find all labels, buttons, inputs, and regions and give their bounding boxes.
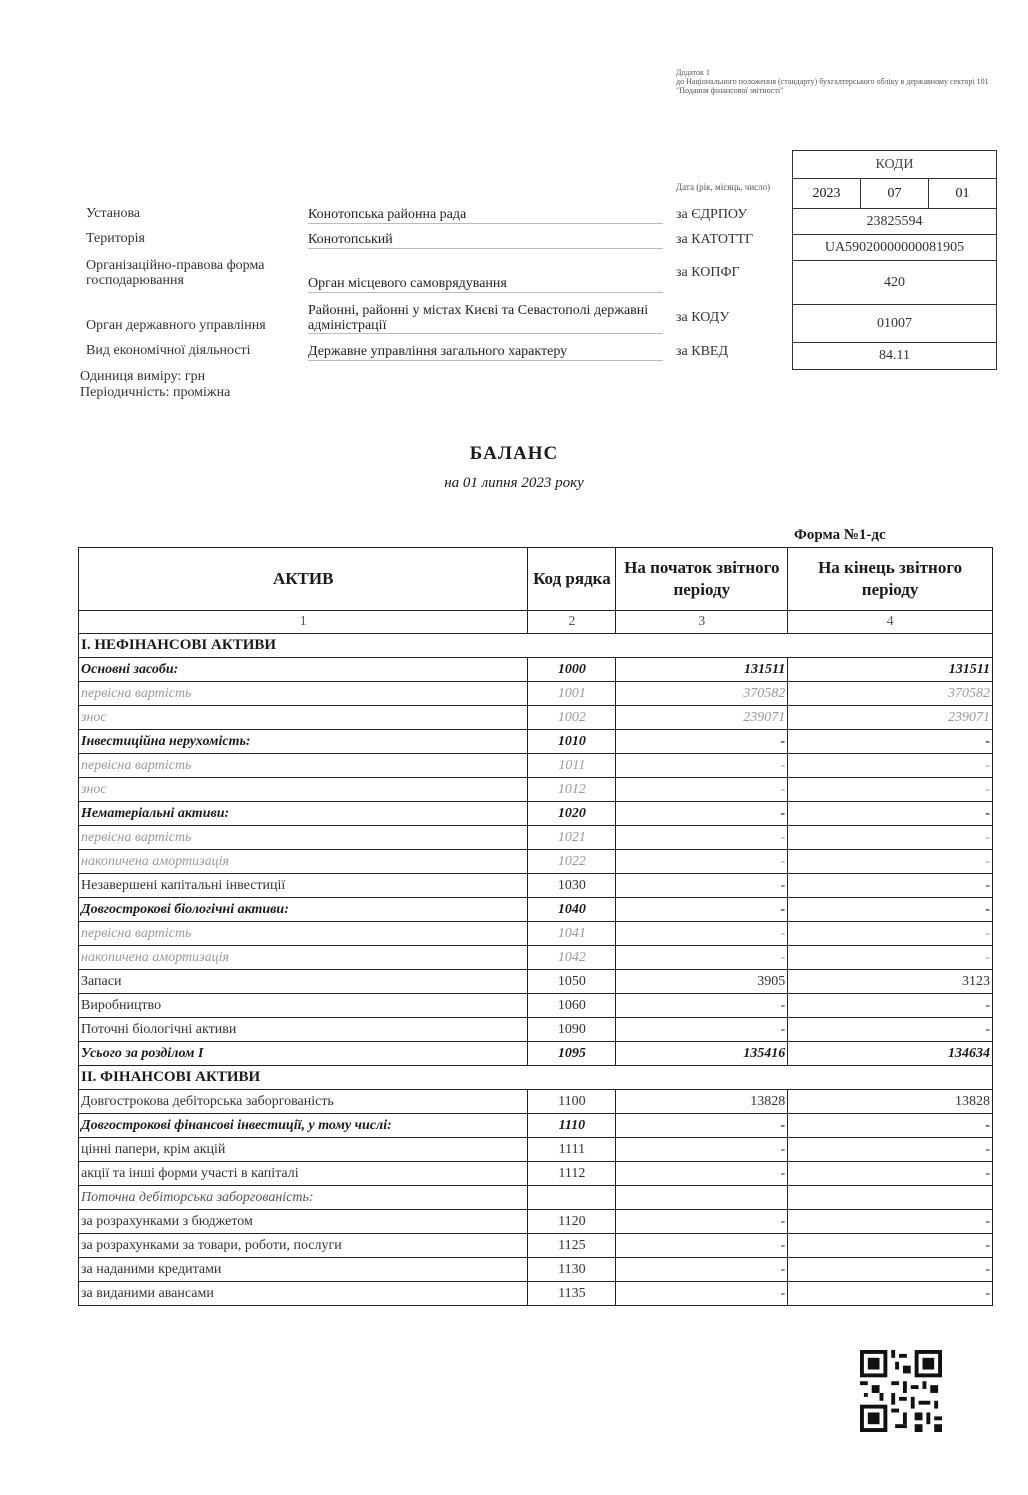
- row-label: знос: [79, 778, 528, 802]
- appendix-line-2: до Національного положення (стандарту) бухгалтерського обліку в державному секторі 101 "Подання фінансової звітності": [676, 77, 989, 95]
- gov-body-value: Районні, районні у містах Києві та Севастополі державні адміністрації: [308, 303, 663, 334]
- row-end-value: -: [788, 874, 993, 898]
- org-form-label: Організаційно-правова форма господарювання: [86, 258, 265, 288]
- row-end-value: -: [788, 994, 993, 1018]
- row-start-value: -: [616, 898, 788, 922]
- row-label: Довгострокова дебіторська заборгованість: [79, 1090, 528, 1114]
- row-code: 1041: [528, 922, 616, 946]
- row-code: 1125: [528, 1234, 616, 1258]
- qr-code: [860, 1350, 942, 1432]
- row-code: 1011: [528, 754, 616, 778]
- table-row: [79, 874, 993, 898]
- institution-label: Установа: [86, 206, 141, 221]
- table-row: [79, 754, 993, 778]
- row-code: 1060: [528, 994, 616, 1018]
- table-row: [79, 1162, 993, 1186]
- row-end-value: -: [788, 898, 993, 922]
- row-start-value: -: [616, 1114, 788, 1138]
- code-kodu: 01007: [793, 305, 996, 343]
- row-start-value: -: [616, 922, 788, 946]
- gov-body-label: Орган державного управління: [86, 318, 266, 333]
- appendix-note: [676, 68, 996, 95]
- row-code: 1130: [528, 1258, 616, 1282]
- row-end-value: [788, 1186, 993, 1210]
- row-start-value: -: [616, 1234, 788, 1258]
- row-end-value: -: [788, 1162, 993, 1186]
- row-start-value: -: [616, 1258, 788, 1282]
- table-row: [79, 850, 993, 874]
- table-row: [79, 898, 993, 922]
- row-label: знос: [79, 706, 528, 730]
- row-start-value: -: [616, 1162, 788, 1186]
- row-end-value: 131511: [788, 658, 993, 682]
- appendix-line-1: Додаток 1: [676, 68, 710, 77]
- row-code: 1040: [528, 898, 616, 922]
- row-label: Основні засоби:: [79, 658, 528, 682]
- index-cell: 2: [528, 611, 616, 634]
- row-code: 1100: [528, 1090, 616, 1114]
- unit-label: Одиниця виміру: грн: [80, 369, 206, 384]
- index-row: [79, 611, 993, 634]
- row-label: первісна вартість: [79, 682, 528, 706]
- row-start-value: -: [616, 1210, 788, 1234]
- col-code: Код рядка: [528, 548, 616, 611]
- row-code: 1030: [528, 874, 616, 898]
- row-end-value: -: [788, 1258, 993, 1282]
- row-start-value: -: [616, 1282, 788, 1306]
- row-code: 1010: [528, 730, 616, 754]
- table-row: [79, 730, 993, 754]
- table-row: [79, 826, 993, 850]
- table-row: [79, 778, 993, 802]
- row-start-value: -: [616, 850, 788, 874]
- table-header-row: [79, 548, 993, 611]
- table-row: [79, 706, 993, 730]
- row-code: 1022: [528, 850, 616, 874]
- page-title: БАЛАНС: [469, 443, 559, 464]
- row-code: 1112: [528, 1162, 616, 1186]
- row-end-value: -: [788, 802, 993, 826]
- row-code: 1001: [528, 682, 616, 706]
- row-end-value: -: [788, 754, 993, 778]
- row-code: 1135: [528, 1282, 616, 1306]
- code-katottg: UA59020000000081905: [793, 235, 996, 261]
- row-label: накопичена амортизація: [79, 850, 528, 874]
- table-row: [79, 1186, 993, 1210]
- periodicity-label: Періодичність: проміжна: [80, 385, 231, 400]
- row-start-value: -: [616, 1018, 788, 1042]
- table-row: [79, 682, 993, 706]
- row-start-value: -: [616, 802, 788, 826]
- row-label: Нематеріальні активи:: [79, 802, 528, 826]
- row-code: 1000: [528, 658, 616, 682]
- row-end-value: 239071: [788, 706, 993, 730]
- row-label: за розрахунками за товари, роботи, послуги: [79, 1234, 528, 1258]
- table-row: [79, 1090, 993, 1114]
- report-date: на 01 липня 2023 року: [444, 475, 584, 491]
- row-label: Поточна дебіторська заборгованість:: [79, 1186, 528, 1210]
- row-code: 1021: [528, 826, 616, 850]
- row-start-value: -: [616, 1138, 788, 1162]
- org-form-value: Орган місцевого самоврядування: [308, 276, 663, 293]
- row-label: первісна вартість: [79, 826, 528, 850]
- row-label: цінні папери, крім акцій: [79, 1138, 528, 1162]
- territory-label: Територія: [86, 231, 145, 246]
- activity-code-label: за КВЕД: [676, 344, 729, 359]
- col-start: На початок звітного періоду: [616, 548, 788, 611]
- date-label: Дата (рік, місяць, число): [676, 182, 771, 192]
- row-label: первісна вартість: [79, 922, 528, 946]
- row-start-value: 370582: [616, 682, 788, 706]
- row-end-value: -: [788, 1234, 993, 1258]
- table-row: [79, 994, 993, 1018]
- row-label: Довгострокові фінансові інвестиції, у тому числі:: [79, 1114, 528, 1138]
- row-label: Поточні біологічні активи: [79, 1018, 528, 1042]
- row-code: 1111: [528, 1138, 616, 1162]
- row-label: за наданими кредитами: [79, 1258, 528, 1282]
- row-start-value: -: [616, 754, 788, 778]
- index-cell: 1: [79, 611, 528, 634]
- table-row: [79, 1042, 993, 1066]
- row-code: [528, 1186, 616, 1210]
- table-row: [79, 1018, 993, 1042]
- institution-value: Конотопська районна рада: [308, 207, 663, 224]
- table-row: [79, 946, 993, 970]
- row-label: накопичена амортизація: [79, 946, 528, 970]
- table-row: [79, 1282, 993, 1306]
- row-code: 1020: [528, 802, 616, 826]
- code-kved: 84.11: [879, 348, 910, 363]
- table-row: [79, 922, 993, 946]
- col-asset: АКТИВ: [79, 548, 528, 611]
- row-label: Незавершені капітальні інвестиції: [79, 874, 528, 898]
- table-row: [79, 634, 993, 658]
- form-number: Форма №1-дс: [794, 527, 886, 543]
- row-start-value: -: [616, 778, 788, 802]
- row-start-value: -: [616, 946, 788, 970]
- activity-label: Вид економічної діяльності: [86, 343, 251, 358]
- code-kopfg: 420: [793, 261, 996, 305]
- row-end-value: -: [788, 1138, 993, 1162]
- row-end-value: 13828: [788, 1090, 993, 1114]
- table-row: [79, 1114, 993, 1138]
- row-label: Виробництво: [79, 994, 528, 1018]
- row-start-value: 13828: [616, 1090, 788, 1114]
- row-code: 1095: [528, 1042, 616, 1066]
- row-label: за виданими авансами: [79, 1282, 528, 1306]
- row-end-value: -: [788, 1114, 993, 1138]
- row-end-value: 134634: [788, 1042, 993, 1066]
- row-code: 1002: [528, 706, 616, 730]
- balance-table: [78, 547, 993, 1306]
- table-row: [79, 1234, 993, 1258]
- row-label: акції та інші форми участі в капіталі: [79, 1162, 528, 1186]
- row-start-value: 135416: [616, 1042, 788, 1066]
- table-row: [79, 658, 993, 682]
- row-code: 1090: [528, 1018, 616, 1042]
- table-row: [79, 970, 993, 994]
- table-row: [79, 1066, 993, 1090]
- row-start-value: [616, 1186, 788, 1210]
- table-row: [79, 1258, 993, 1282]
- codes-title: КОДИ: [793, 151, 996, 179]
- section-heading: І. НЕФІНАНСОВІ АКТИВИ: [79, 634, 993, 658]
- row-end-value: -: [788, 946, 993, 970]
- row-start-value: -: [616, 994, 788, 1018]
- codes-day: 01: [955, 186, 970, 201]
- row-label: Запаси: [79, 970, 528, 994]
- table-row: [79, 1210, 993, 1234]
- row-label: Довгострокові біологічні активи:: [79, 898, 528, 922]
- row-code: 1012: [528, 778, 616, 802]
- col-end: На кінець звітного періоду: [788, 548, 993, 611]
- row-start-value: 3905: [616, 970, 788, 994]
- row-start-value: 131511: [616, 658, 788, 682]
- row-end-value: -: [788, 826, 993, 850]
- row-end-value: -: [788, 1018, 993, 1042]
- row-start-value: -: [616, 826, 788, 850]
- row-end-value: -: [788, 730, 993, 754]
- codes-month: 07: [861, 179, 929, 208]
- codes-year: 2023: [793, 179, 861, 208]
- row-code: 1050: [528, 970, 616, 994]
- row-label: за розрахунками з бюджетом: [79, 1210, 528, 1234]
- row-start-value: -: [616, 874, 788, 898]
- table-row: [79, 802, 993, 826]
- row-label: Інвестиційна нерухомість:: [79, 730, 528, 754]
- row-start-value: 239071: [616, 706, 788, 730]
- row-end-value: 3123: [788, 970, 993, 994]
- row-end-value: -: [788, 922, 993, 946]
- row-end-value: 370582: [788, 682, 993, 706]
- row-label: Усього за розділом І: [79, 1042, 528, 1066]
- index-cell: 4: [788, 611, 993, 634]
- row-start-value: -: [616, 730, 788, 754]
- row-label: первісна вартість: [79, 754, 528, 778]
- row-code: 1110: [528, 1114, 616, 1138]
- institution-code-label: за ЄДРПОУ: [676, 207, 748, 222]
- code-edrpou: 23825594: [793, 209, 996, 235]
- row-end-value: -: [788, 1210, 993, 1234]
- section-heading: ІІ. ФІНАНСОВІ АКТИВИ: [79, 1066, 993, 1090]
- row-end-value: -: [788, 1282, 993, 1306]
- activity-value: Державне управління загального характеру: [308, 344, 663, 361]
- row-code: 1120: [528, 1210, 616, 1234]
- codes-date-row: [793, 179, 996, 209]
- org-form-code-label: за КОПФГ: [676, 265, 740, 280]
- row-code: 1042: [528, 946, 616, 970]
- codes-box: [792, 150, 997, 370]
- territory-code-label: за КАТОТТГ: [676, 232, 754, 247]
- row-end-value: -: [788, 778, 993, 802]
- index-cell: 3: [616, 611, 788, 634]
- territory-value: Конотопський: [308, 232, 663, 249]
- table-row: [79, 1138, 993, 1162]
- gov-body-code-label: за КОДУ: [676, 310, 730, 325]
- row-end-value: -: [788, 850, 993, 874]
